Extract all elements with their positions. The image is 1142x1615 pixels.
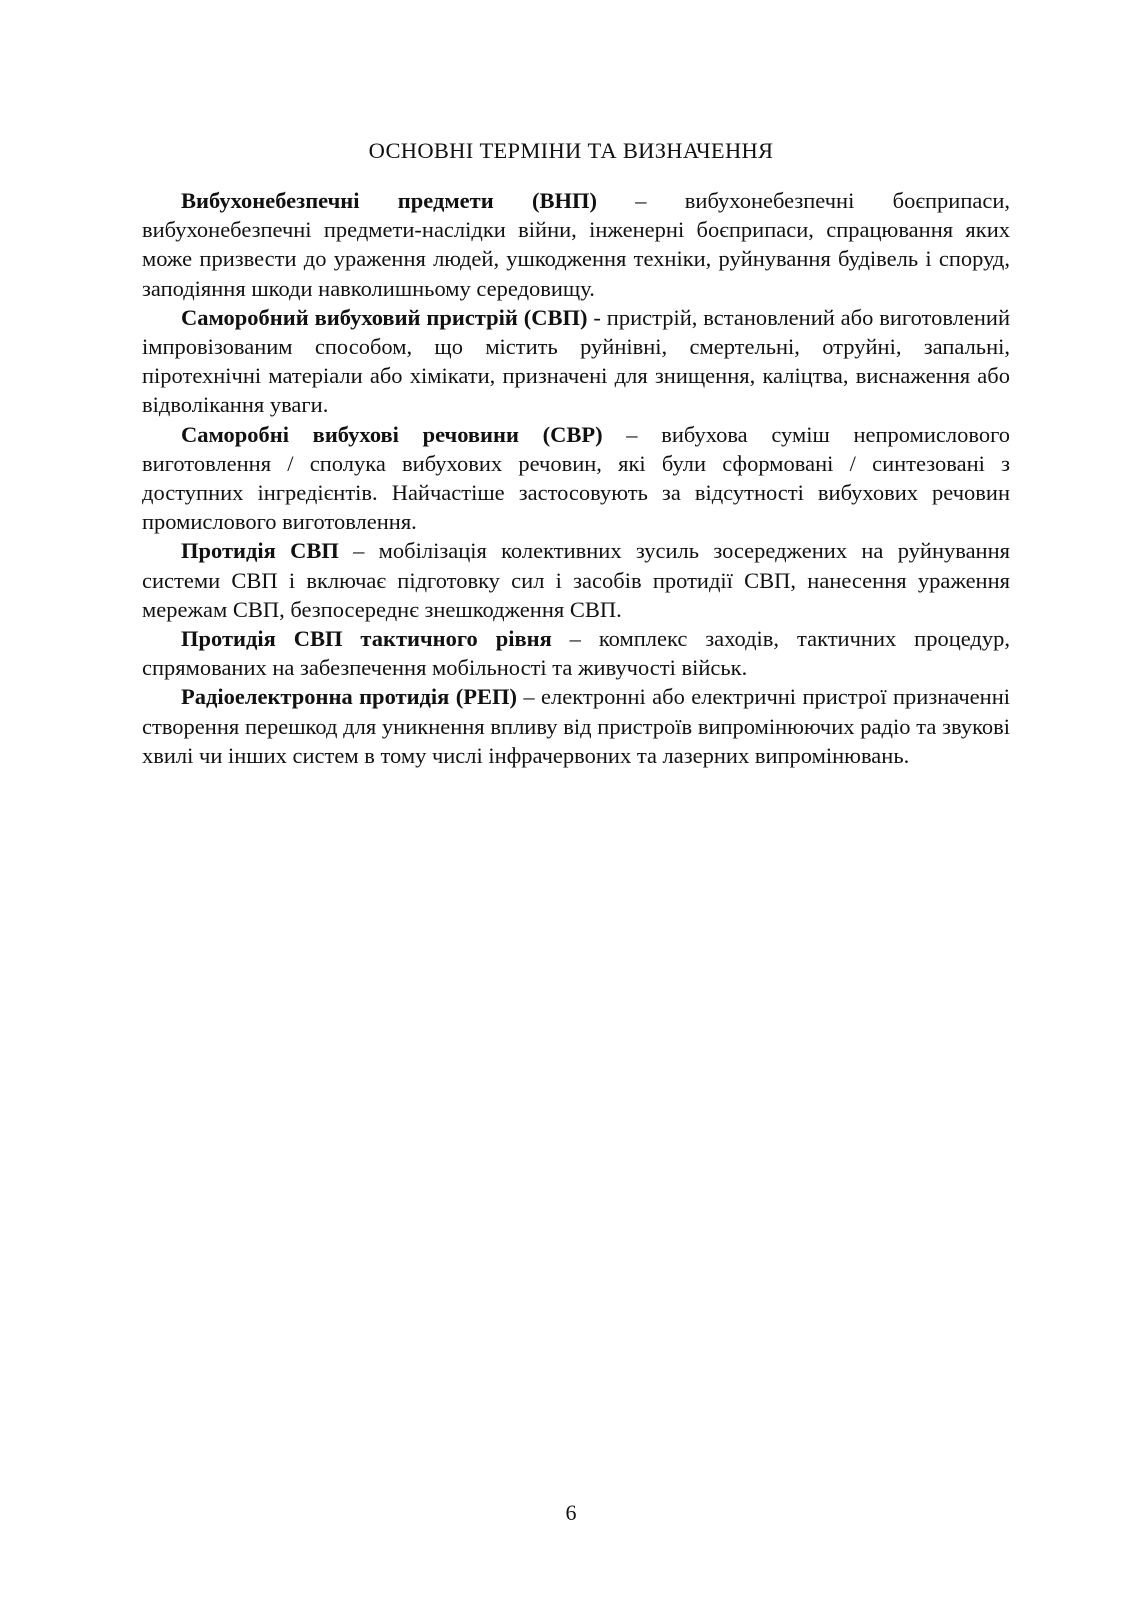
definition-term: Саморобний вибуховий пристрій (СВП)	[181, 304, 588, 330]
definition-term: Саморобні вибухові речовини (СВР)	[181, 421, 603, 447]
definition-paragraph	[142, 186, 1010, 303]
definition-paragraph	[142, 624, 1010, 682]
definition-term: Протидія СВП тактичного рівня	[181, 626, 552, 652]
definition-text: – електронні або електричні пристрої призначенні створення перешкод для уникнення впливу від пристроїв випромінюючих радіо та звукові хвилі чи інших систем в тому числі інфрачервоних та лазерних випромінювань.	[142, 684, 1010, 768]
definition-text: – комплекс заходів, тактичних процедур, спрямованих на забезпечення мобільності та живучості військ.	[142, 626, 1011, 681]
definition-term: Вибухонебезпечні предмети (ВНП)	[181, 188, 597, 213]
definition-paragraph	[142, 420, 1010, 537]
definition-paragraph	[142, 536, 1010, 624]
definition-term: Протидія СВП	[181, 538, 339, 564]
definition-text: – мобілізація колективних зусиль зосереджених на руйнування системи СВП і включає підготовку сил і засобів протидії СВП, нанесення ураження мережам СВП, безпосереднє знешкодження СВП.	[142, 538, 1010, 622]
definition-text: – вибухова суміш непромислового виготовлення / сполука вибухових речовин, які були сформовані / синтезовані з доступних інгредієнтів. Найчастіше застосовують за відсутності вибухових речовин промислового виготовлення.	[142, 421, 1010, 535]
page-number: 6	[565, 1500, 577, 1525]
definitions-list	[142, 186, 1010, 770]
definition-text: – вибухонебезпечні боєприпаси, вибухонебезпечні предмети-наслідки війни, інженерні боєприпаси, спрацювання яких може призвести до ураження людей, ушкодження техніки, руйнування будівель і споруд, заподіяння шкоди навколишньому середовищу.	[142, 188, 1011, 301]
definition-paragraph	[142, 303, 1010, 420]
definition-text: - пристрій, встановлений або виготовлений імпровізованим способом, що містить руйнівні, смертельні, отруйні, запальні, піротехнічні матеріали або хімікати, призначені для знищення, каліцтва, виснаження або відволікання уваги.	[142, 304, 1010, 418]
definition-paragraph	[142, 682, 1010, 770]
definition-term: Радіоелектронна протидія (РЕП)	[181, 684, 517, 710]
page-title: ОСНОВНІ ТЕРМІНИ ТА ВИЗНАЧЕННЯ	[368, 138, 774, 163]
